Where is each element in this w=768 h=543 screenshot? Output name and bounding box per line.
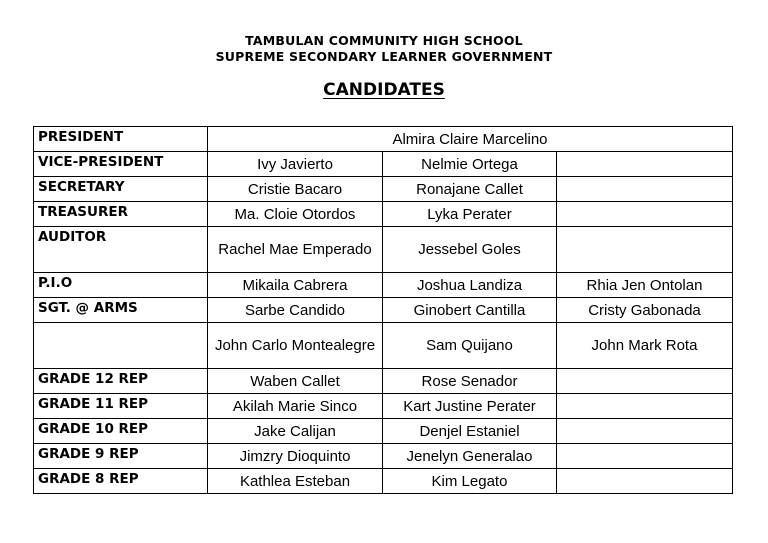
position-cell: P.I.O bbox=[34, 273, 208, 298]
title-text: CANDIDATES bbox=[323, 80, 445, 100]
candidate-cell: Jake Calijan bbox=[208, 419, 383, 444]
candidate-cell bbox=[557, 394, 733, 419]
table-row bbox=[34, 419, 733, 444]
candidate-cell: Waben Callet bbox=[208, 369, 383, 394]
candidate-cell: Jessebel Goles bbox=[383, 227, 557, 273]
position-cell: SGT. @ ARMS bbox=[34, 298, 208, 323]
position-cell: AUDITOR bbox=[34, 227, 208, 273]
table-row bbox=[34, 227, 733, 273]
candidate-cell: Cristy Gabonada bbox=[557, 298, 733, 323]
candidate-cell: Mikaila Cabrera bbox=[208, 273, 383, 298]
candidate-cell: Kim Legato bbox=[383, 469, 557, 494]
table-row bbox=[34, 177, 733, 202]
candidate-cell: Ginobert Cantilla bbox=[383, 298, 557, 323]
candidate-cell: Jenelyn Generalao bbox=[383, 444, 557, 469]
candidate-cell bbox=[557, 469, 733, 494]
candidate-cell: Joshua Landiza bbox=[383, 273, 557, 298]
candidate-cell: Rose Senador bbox=[383, 369, 557, 394]
position-cell: PRESIDENT bbox=[34, 127, 208, 152]
position-cell: GRADE 10 REP bbox=[34, 419, 208, 444]
table-row bbox=[34, 469, 733, 494]
position-cell: SECRETARY bbox=[34, 177, 208, 202]
candidate-cell: Akilah Marie Sinco bbox=[208, 394, 383, 419]
page-title bbox=[0, 80, 768, 100]
candidate-cell: Sam Quijano bbox=[383, 323, 557, 369]
candidate-cell: Ronajane Callet bbox=[383, 177, 557, 202]
candidate-cell bbox=[557, 444, 733, 469]
candidate-cell: Jimzry Dioquinto bbox=[208, 444, 383, 469]
government-name: SUPREME SECONDARY LEARNER GOVERNMENT bbox=[215, 49, 553, 64]
school-name: TAMBULAN COMMUNITY HIGH SCHOOL bbox=[245, 33, 523, 48]
position-cell: GRADE 9 REP bbox=[34, 444, 208, 469]
candidates-table bbox=[33, 126, 733, 494]
table-row bbox=[34, 152, 733, 177]
table-row bbox=[34, 273, 733, 298]
position-cell bbox=[34, 323, 208, 369]
candidate-cell bbox=[557, 177, 733, 202]
position-cell: GRADE 11 REP bbox=[34, 394, 208, 419]
table-row bbox=[34, 444, 733, 469]
document-header bbox=[0, 33, 768, 65]
position-cell: VICE-PRESIDENT bbox=[34, 152, 208, 177]
candidate-cell: Ivy Javierto bbox=[208, 152, 383, 177]
position-cell: TREASURER bbox=[34, 202, 208, 227]
table-row bbox=[34, 323, 733, 369]
candidate-cell: Denjel Estaniel bbox=[383, 419, 557, 444]
candidate-cell: Lyka Perater bbox=[383, 202, 557, 227]
candidate-cell: Kart Justine Perater bbox=[383, 394, 557, 419]
table-row bbox=[34, 394, 733, 419]
position-cell: GRADE 8 REP bbox=[34, 469, 208, 494]
table-row bbox=[34, 202, 733, 227]
candidate-cell: Ma. Cloie Otordos bbox=[208, 202, 383, 227]
candidate-cell: Cristie Bacaro bbox=[208, 177, 383, 202]
table-row bbox=[34, 127, 733, 152]
table-row bbox=[34, 369, 733, 394]
table-row bbox=[34, 298, 733, 323]
candidate-cell: Sarbe Candido bbox=[208, 298, 383, 323]
candidate-cell: Nelmie Ortega bbox=[383, 152, 557, 177]
candidate-cell bbox=[557, 419, 733, 444]
candidate-cell: John Carlo Montealegre bbox=[208, 323, 383, 369]
candidate-cell: Rhia Jen Ontolan bbox=[557, 273, 733, 298]
candidate-cell bbox=[557, 202, 733, 227]
candidate-cell: Almira Claire Marcelino bbox=[208, 127, 733, 152]
candidate-cell: John Mark Rota bbox=[557, 323, 733, 369]
candidate-cell bbox=[557, 369, 733, 394]
candidate-cell: Rachel Mae Emperado bbox=[208, 227, 383, 273]
candidate-cell: Kathlea Esteban bbox=[208, 469, 383, 494]
candidate-cell bbox=[557, 227, 733, 273]
position-cell: GRADE 12 REP bbox=[34, 369, 208, 394]
candidate-cell bbox=[557, 152, 733, 177]
